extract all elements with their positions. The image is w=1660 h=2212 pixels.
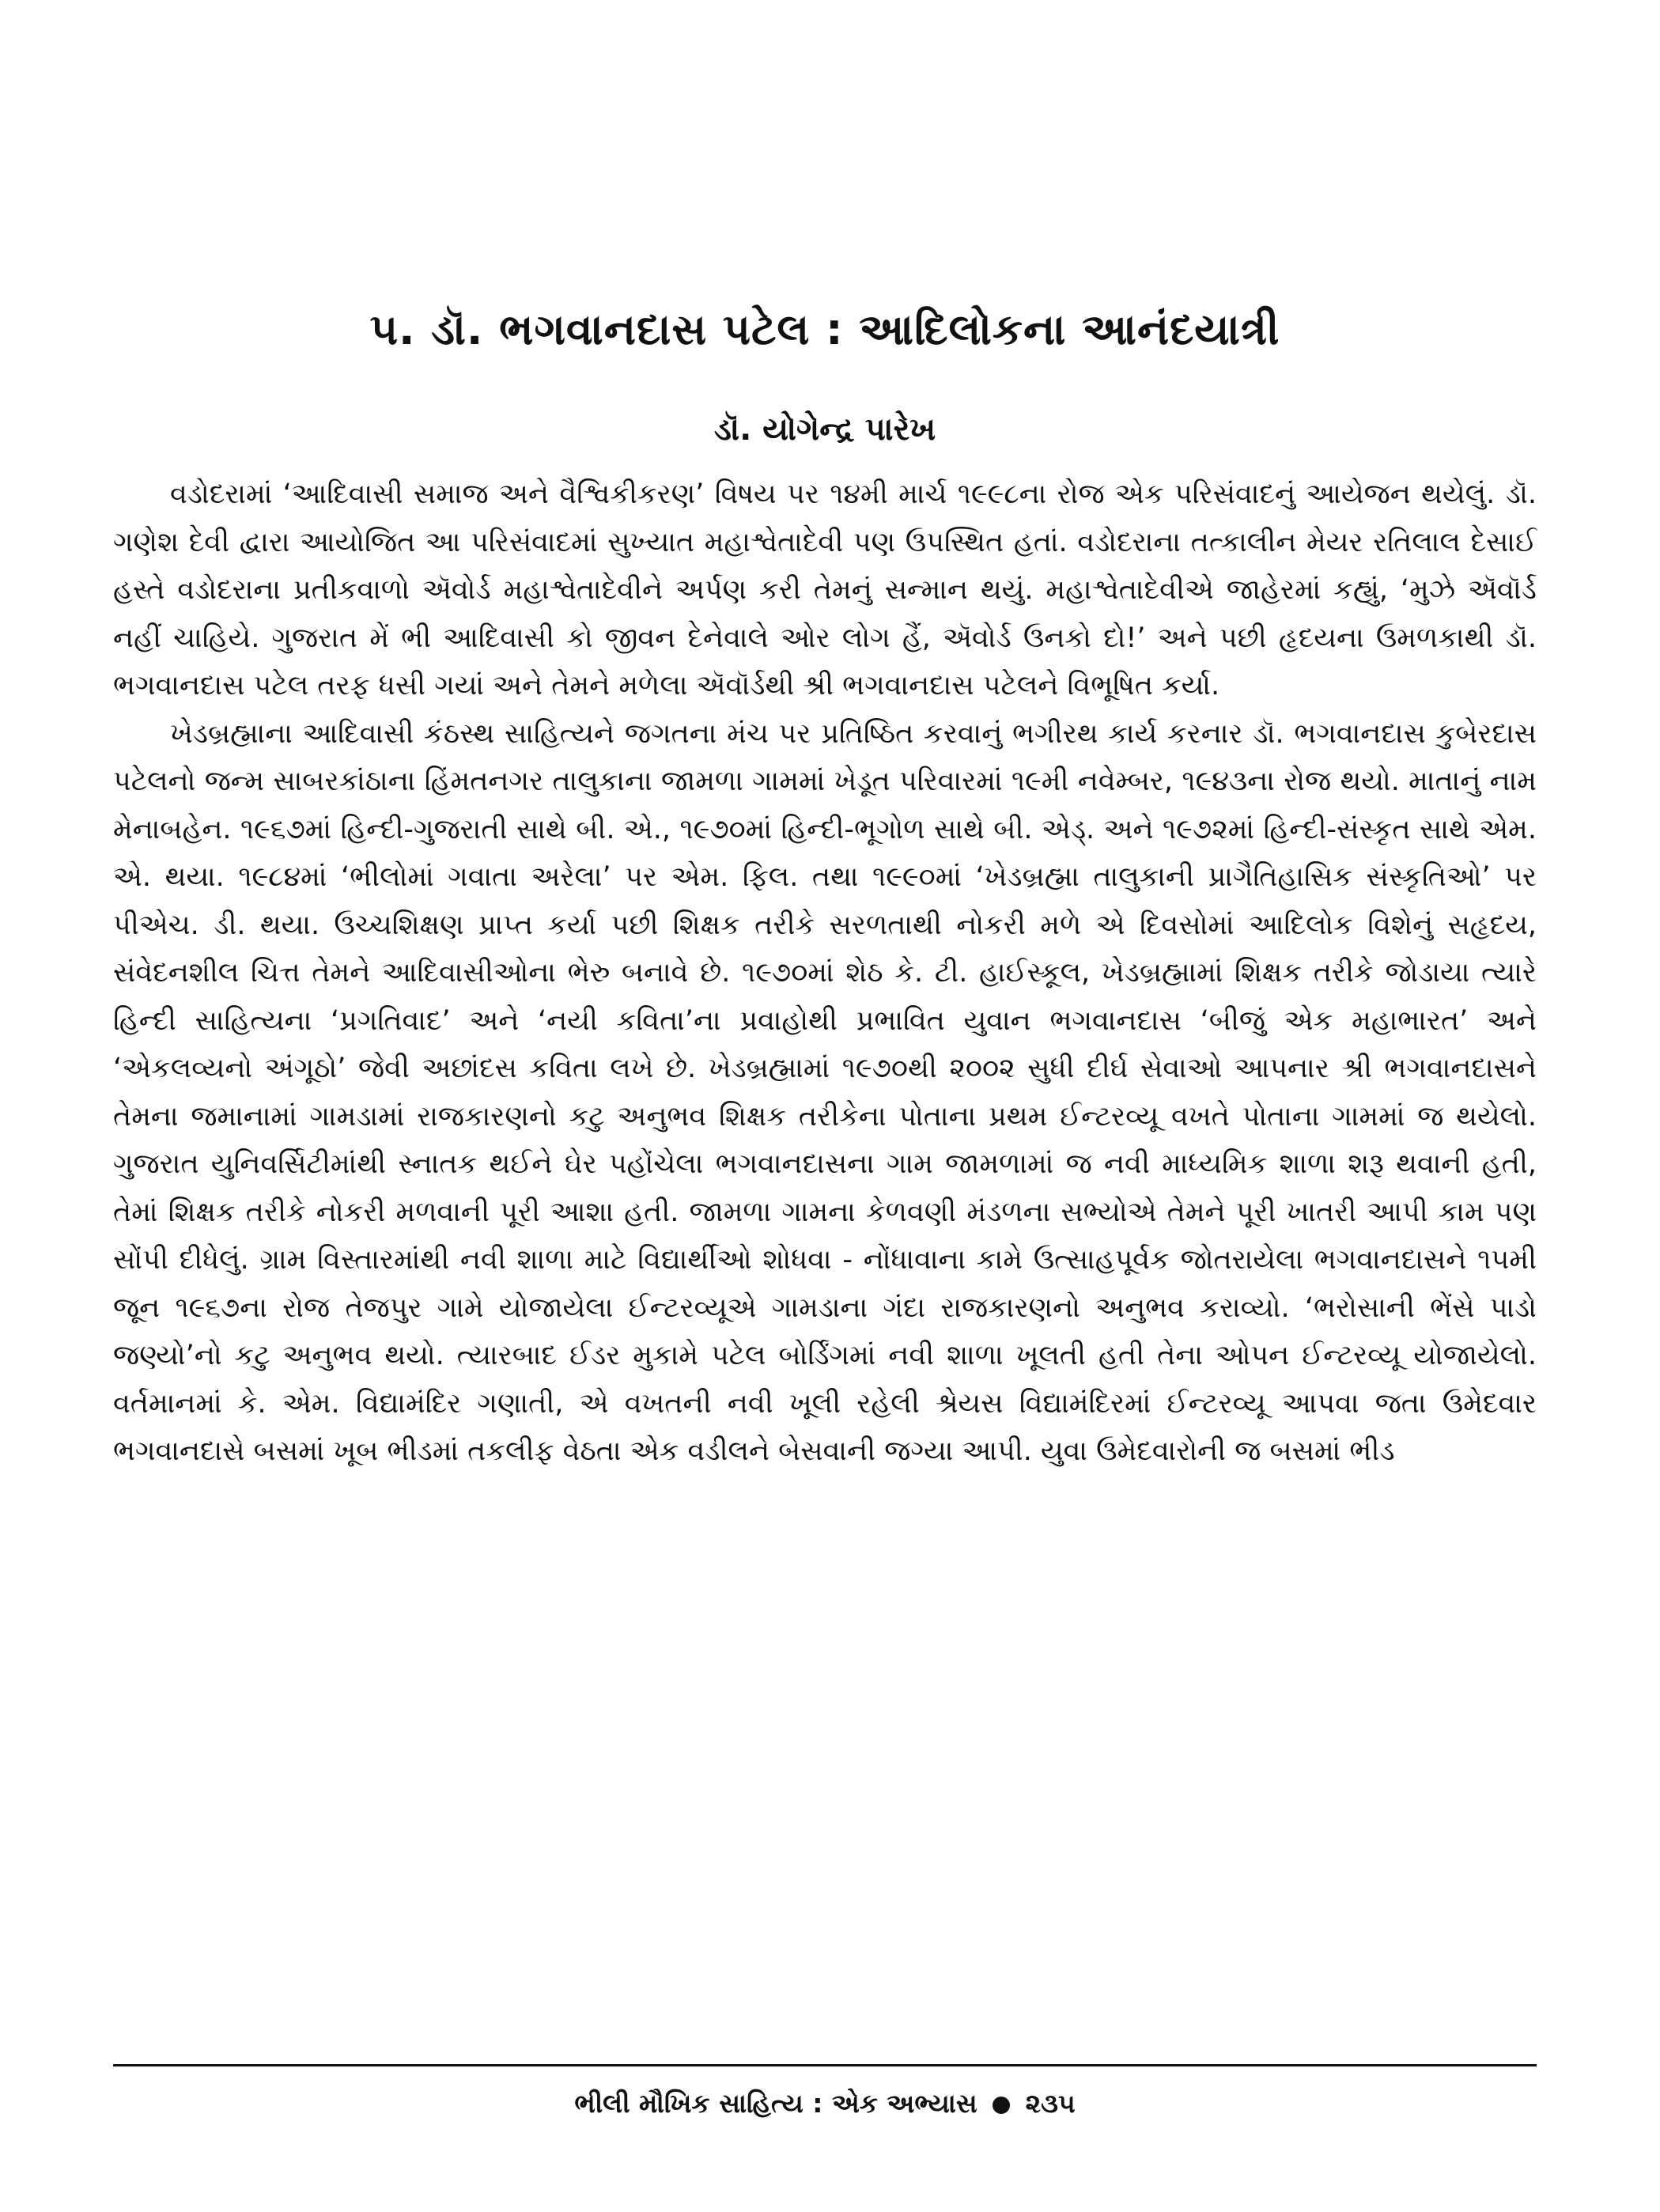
page-footer bbox=[113, 2088, 1537, 2119]
bullet-icon bbox=[993, 2097, 1010, 2114]
paragraph-2: ખેડબ્રહ્માના આદિવાસી કંઠસ્થ સાહિત્યને જગતના મંચ પર પ્રતિષ્ઠિત કરવાનું ભગીરથ કાર્ય કરનાર ડૉ. ભગવાનદાસ કુબેરદાસ પટેલનો જન્મ સાબરકાંઠાના હિંમતનગર તાલુકાના જામળા ગામમાં ખેડૂત પરિવારમાં ૧૯મી નવેમ્બર, ૧૯૪૩ના રોજ થયો. માતાનું નામ મેનાબહેન. ૧૯૬૭માં હિન્દી-ગુજરાતી સાથે બી. એ., ૧૯૭૦માં હિન્દી-ભૂગોળ સાથે બી. એડ્. અને ૧૯૭૨માં હિન્દી-સંસ્કૃત સાથે એમ. એ. થયા. ૧૯૮૪માં ‘ભીલોમાં ગવાતા અરેલા’ પર એમ. ફિલ. તથા ૧૯૯૦માં ‘ખેડબ્રહ્મા તાલુકાની પ્રાગૈતિહાસિક સંસ્કૃતિઓ’ પર પીએચ. ડી. થયા. ઉચ્ચશિક્ષણ પ્રાપ્ત કર્યા પછી શિક્ષક તરીકે સરળતાથી નોકરી મળે એ દિવસોમાં આદિલોક વિશેનું સહૃદય, સંવેદનશીલ ચિત્ત તેમને આદિવાસીઓના ભેરુ બનાવે છે. ૧૯૭૦માં શેઠ કે. ટી. હાઈસ્કૂલ, ખેડબ્રહ્મામાં શિક્ષક તરીકે જોડાયા ત્યારે હિન્દી સાહિત્યના ‘પ્રગતિવાદ’ અને ‘નયી કવિતા’ના પ્રવાહોથી પ્રભાવિત યુવાન ભગવાનદાસ ‘બીજું એક મહાભારત’ અને ‘એકલવ્યનો અંગૂઠો’ જેવી અછાંદસ કવિતા લખે છે. ખેડબ્રહ્મામાં ૧૯૭૦થી ૨૦૦૨ સુધી દીર્ઘ સેવાઓ આપનાર શ્રી ભગવાનદાસને તેમના જમાનામાં ગામડામાં રાજકારણનો કટુ અનુભવ શિક્ષક તરીકેના પોતાના પ્રથમ ઈન્ટરવ્યૂ વખતે પોતાના ગામમાં જ થયેલો. ગુજરાત યુનિવર્સિટીમાંથી સ્નાતક થઈને ઘેર પહોંચેલા ભગવાનદાસના ગામ જામળામાં જ નવી માધ્યમિક શાળા શરૂ થવાની હતી, તેમાં શિક્ષક તરીકે નોકરી મળવાની પૂરી આશા હતી. જામળા ગામના કેળવણી મંડળના સભ્યોએ તેમને પૂરી ખાતરી આપી કામ પણ સોંપી દીધેલું. ગ્રામ વિસ્તારમાંથી નવી શાળા માટે વિદ્યાર્થીઓ શોધવા - નોંધાવાના કામે ઉત્સાહપૂર્વક જોતરાયેલા ભગવાનદાસને ૧૫મી જૂન ૧૯૬૭ના રોજ તેજપુર ગામે યોજાયેલા ઈન્ટરવ્યૂએ ગામડાના ગંદા રાજકારણનો અનુભવ કરાવ્યો. ‘ભરોસાની ભેંસે પાડો જણ્યો’નો કટુ અનુભવ થયો. ત્યારબાદ ઈડર મુકામે પટેલ બોર્ડિંગમાં નવી શાળા ખૂલતી હતી તેના ઓપન ઈન્ટરવ્યૂ યોજાયેલો. વર્તમાનમાં કે. એમ. વિદ્યામંદિર ગણાતી, એ વખતની નવી ખૂલી રહેલી શ્રેયસ વિદ્યામંદિરમાં ઈન્ટરવ્યૂ આપવા જતા ઉમેદવાર ભગવાનદાસે બસમાં ખૂબ ભીડમાં તકલીફ વેઠતા એક વડીલને બેસવાની જગ્યા આપી. યુવા ઉમેદવારોની જ બસમાં ભીડ bbox=[113, 717, 1537, 1467]
footer-divider bbox=[113, 2064, 1537, 2066]
chapter-title: ૫. ડૉ. ભગવાનદાસ પટેલ : આદિલોકના આનંદયાત્રી bbox=[369, 304, 1280, 354]
book-page bbox=[113, 0, 1537, 2212]
paragraph-1: વડોદરામાં ‘આદિવાસી સમાજ અને વૈશ્વિકીકરણ’ વિષય પર ૧૪મી માર્ચ ૧૯૯૮ના રોજ એક પરિસંવાદનું આયેજન થયેલું. ડૉ. ગણેશ દેવી દ્વારા આયોજિત આ પરિસંવાદમાં સુખ્યાત મહાશ્વેતાદેવી પણ ઉપસ્થિત હતાં. વડોદરાના તત્કાલીન મેયર રતિલાલ દેસાઈ હસ્તે વડોદરાના પ્રતીકવાળો ઍવોર્ડ મહાશ્વેતાદેવીને અર્પણ કરી તેમનું સન્માન થયું. મહાશ્વેતાદેવીએ જાહેરમાં કહ્યું, ‘મુઝે ઍવૉર્ડ નહીં ચાહિયે. ગુજરાત મેં ભી આદિવાસી કો જીવન દેનેવાલે ઓર લોગ હૈં, ઍવોર્ડ ઉનકો દો!’ અને પછી હૃદયના ઉમળકાથી ડૉ. ભગવાનદાસ પટેલ તરફ ધસી ગયાં અને તેમને મળેલા ઍવૉર્ડથી શ્રી ભગવાનદાસ પટેલને વિભૂષિત કર્યા. bbox=[113, 478, 1537, 701]
author-name: ડૉ. યોગેન્દ્ર પારેખ bbox=[713, 411, 936, 448]
body-text bbox=[113, 471, 1537, 1476]
page-number: ૨૩૫ bbox=[1025, 2088, 1076, 2119]
book-title: ભીલી મૌખિક સાહિત્ય : એક અભ્યાસ bbox=[574, 2088, 977, 2119]
